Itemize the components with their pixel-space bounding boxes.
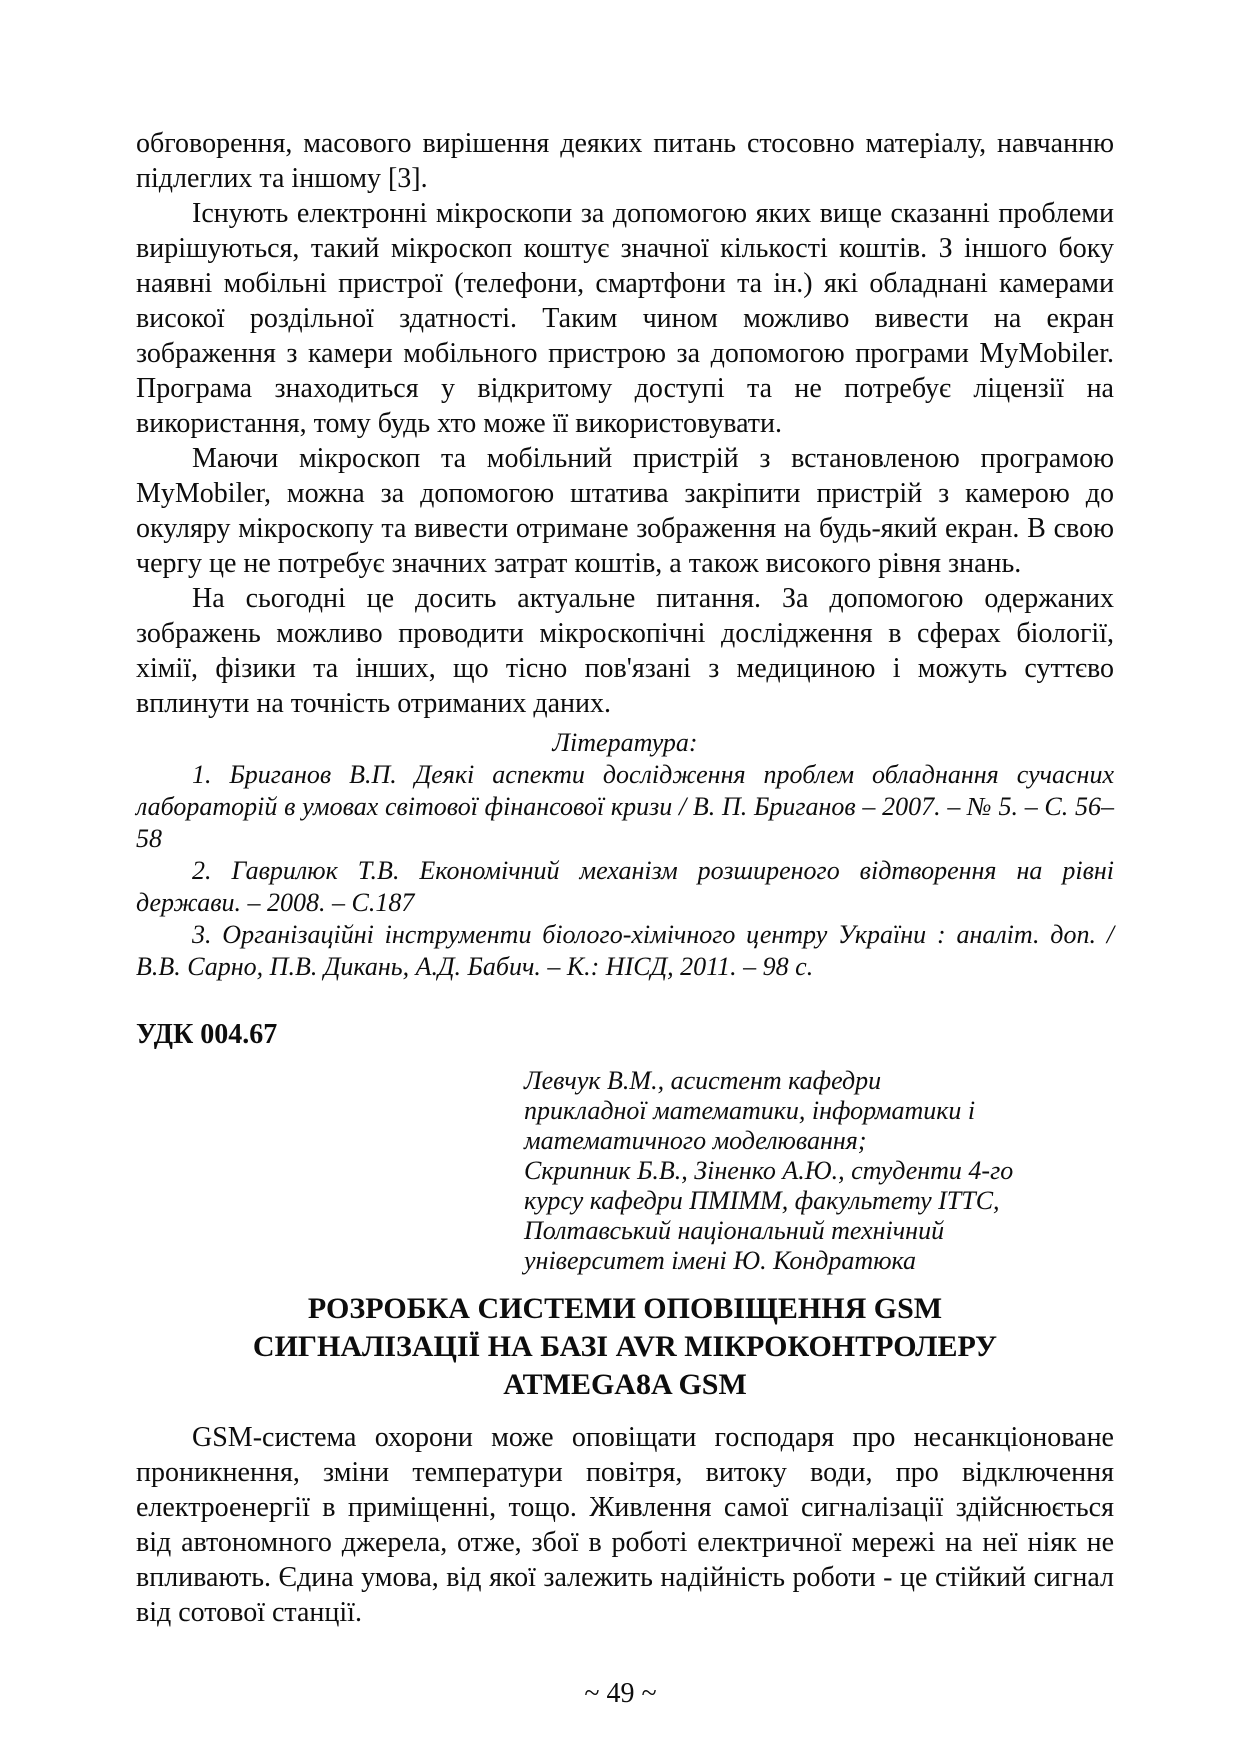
paragraph: GSM-система охорони може оповіщати господаря про несанкціоноване проникнення, зміни температури повітря, витоку води, про відключення електроенергії в приміщенні, тощо. Живлення самої сигналізації здійснюється від автономного джерела, отже, збої в роботі електричної мережі на неї ніяк не впливають. Єдина умова, від якої залежить надійність роботи - це стійкий сигнал від сотової станції. xyxy=(136,1422,1114,1628)
reference-item: 2. Гаврилюк Т.В. Економічний механізм розширеного відтворення на рівні держави. – 2008. – С.187 xyxy=(136,856,1114,917)
paragraph: Маючи мікроскоп та мобільний пристрій з встановленою програмою MyMobiler, можна за допомогою штатива закріпити пристрій з камерою до окуляру мікроскопу та вивести отримане зображення на будь-який екран. В свою чергу це не потребує значних затрат коштів, а також високого рівня знань. xyxy=(136,443,1114,579)
author-line: Скрипник Б.В., Зіненко А.Ю., студенти 4-го xyxy=(524,1156,1014,1185)
author-line: прикладної математики, інформатики і xyxy=(524,1096,976,1125)
article-title-line: РОЗРОБКА СИСТЕМИ ОПОВІЩЕННЯ GSM xyxy=(307,1292,943,1325)
literature-heading: Література: xyxy=(552,728,698,757)
paragraph: На сьогодні це досить актуальне питання. За допомогою одержаних зображень можливо проводити мікроскопічні дослідження в сферах біології, хімії, фізики та інших, що тісно пов'язані з медициною і можуть суттєво вплинути на точність отриманих даних. xyxy=(136,583,1114,719)
paragraph: Існують електронні мікроскопи за допомогою яких вище сказанні проблеми вирішуються, такий мікроскоп коштує значної кількості коштів. З іншого боку наявні мобільні пристрої (телефони, смартфони та ін.) які обладнані камерами високої роздільної здатності. Таким чином можливо вивести на екран зображення з камери мобільного пристрою за допомогою програми MyMobiler. Програма знаходиться у відкритому доступі та не потребує ліцензії на використання, тому будь хто може її використовувати. xyxy=(136,198,1114,439)
page-content xyxy=(136,126,1114,1630)
author-line: Полтавський національний технічний xyxy=(524,1216,945,1245)
author-line: курсу кафедри ПМІММ, факультету ІТТС, xyxy=(524,1186,1000,1215)
article-title-line: СИГНАЛІЗАЦІЇ НА БАЗІ AVR МІКРОКОНТРОЛЕРУ xyxy=(252,1330,998,1363)
paragraph-continuation: обговорення, масового вирішення деяких питань стосовно матеріалу, навчанню підлеглих та іншому [3]. xyxy=(136,128,1114,194)
author-line: Левчук В.М., асистент кафедри xyxy=(524,1066,882,1095)
article-title xyxy=(136,1290,1114,1404)
page-number: ~ 49 ~ xyxy=(584,1678,657,1709)
author-line: університет імені Ю. Кондратюка xyxy=(524,1246,917,1275)
udc-code: УДК 004.67 xyxy=(136,1019,278,1050)
author-line: математичного моделювання; xyxy=(524,1126,867,1155)
article-title-line: ATMEGA8A GSM xyxy=(503,1368,747,1401)
reference-item: 3. Організаційні інструменти біолого-хімічного центру України : аналіт. доп. / В.В. Сарно, П.В. Дикань, А.Д. Бабич. – К.: НІСД, 2011. – 98 с. xyxy=(136,920,1114,981)
authors-block xyxy=(524,1066,1114,1276)
reference-item: 1. Бриганов В.П. Деякі аспекти дослідження проблем обладнання сучасних лабораторій в умовах світової фінансової кризи / В. П. Бриганов – 2007. – № 5. – С. 56–58 xyxy=(136,760,1114,853)
